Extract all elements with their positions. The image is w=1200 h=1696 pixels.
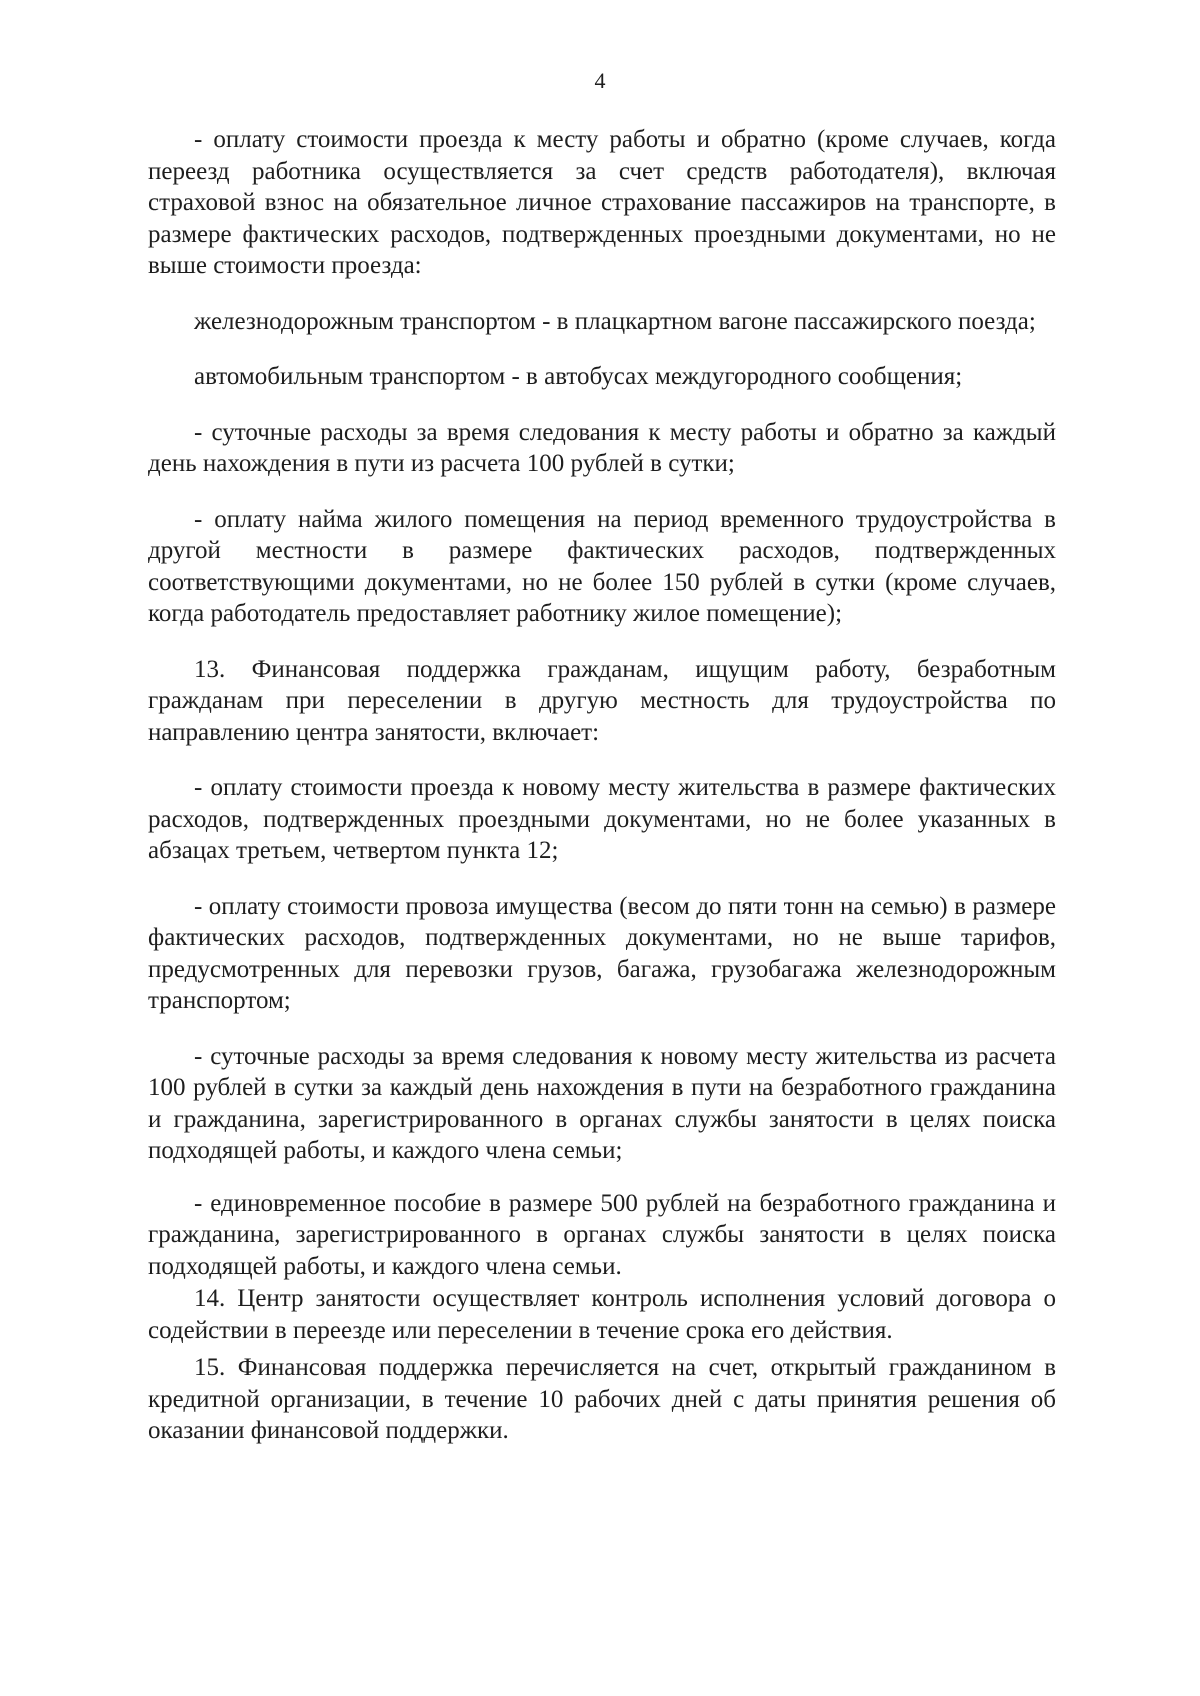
paragraph-rail-transport: железнодорожным транспортом - в плацкартном вагоне пассажирского поезда; [194, 307, 1036, 335]
paragraph-relocation-daily-allowance: - суточные расходы за время следования к новому месту жительства из расчета 100 рублей в сутки за каждый день нахождения в пути на безработного гражданина и гражданина, зарегистрированного в органах службы занятости в целях поиска подходящей работы, и каждого члена семьи; [148, 1042, 1056, 1164]
page-number: 4 [594, 68, 606, 93]
paragraph-relocation-travel: - оплату стоимости проезда к новому месту жительства в размере фактических расходов, подтвержденных проездными документами, но не более указанных в абзацах третьем, четвертом пункта 12; [148, 774, 1056, 864]
paragraph-section-15: 15. Финансовая поддержка перечисляется на счет, открытый гражданином в кредитной организации, в течение 10 рабочих дней с даты принятия решения об оказании финансовой поддержки. [148, 1354, 1056, 1444]
paragraph-road-transport: автомобильным транспортом - в автобусах междугородного сообщения; [194, 363, 963, 390]
document-body [148, 124, 1056, 1447]
paragraph-section-14: 14. Центр занятости осуществляет контроль исполнения условий договора о содействии в переезде или переселении в течение срока его действия. [148, 1285, 1056, 1344]
paragraph-property-transport: - оплату стоимости провоза имущества (весом до пяти тонн на семью) в размере фактических расходов, подтвержденных документами, но не выше тарифов, предусмотренных для перевозки грузов, багажа, грузобагажа железнодорожным транспортом; [148, 892, 1056, 1014]
paragraph-lump-sum-benefit: - единовременное пособие в размере 500 рублей на безработного гражданина и гражданина, зарегистрированного в органах службы занятости в целях поиска подходящей работы, и каждого члена семьи. [148, 1189, 1056, 1280]
paragraph-section-13: 13. Финансовая поддержка гражданам, ищущим работу, безработным гражданам при переселении в другую местность для трудоустройства по направлению центра занятости, включает: [148, 655, 1056, 746]
paragraph-daily-allowance: - суточные расходы за время следования к месту работы и обратно за каждый день нахождения в пути из расчета 100 рублей в сутки; [148, 418, 1056, 477]
paragraph-housing-rent: - оплату найма жилого помещения на период временного трудоустройства в другой местности в размере фактических расходов, подтвержденных соответствующими документами, но не более 150 рублей в сутки (кроме случаев, когда работодатель предоставляет работнику жилое помещение); [148, 505, 1056, 627]
paragraph-travel-cost: - оплату стоимости проезда к месту работы и обратно (кроме случаев, когда переезд работника осуществляется за счет средств работодателя), включая страховой взнос на обязательное личное страхование пассажиров на транспорте, в размере фактических расходов, подтвержденных проездными документами, но не выше стоимости проезда: [148, 126, 1056, 279]
